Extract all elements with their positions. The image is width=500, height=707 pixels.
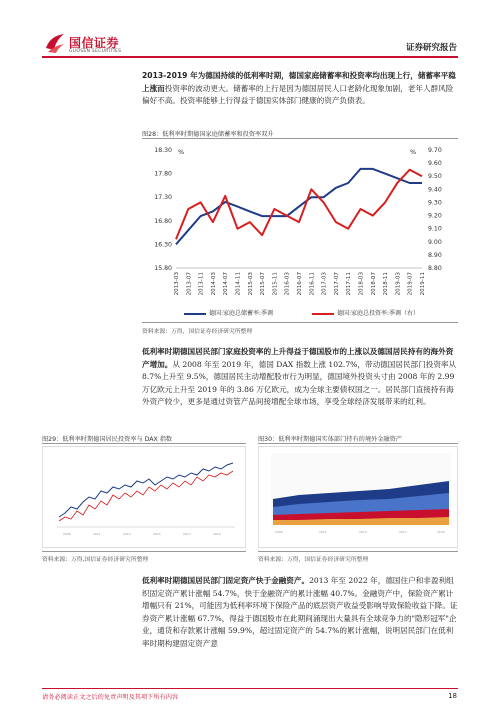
figure-30-source: 资料来源：万得，国信证券经济研究所整理 [258, 557, 369, 563]
unit-left: % [178, 148, 185, 156]
x-tick-label: 2017-03 [321, 272, 328, 296]
figure-30-title: 图30：低利率时期德国实体部门持有的境外金融资产 [258, 436, 402, 443]
y-tick-left: 17.80 [154, 170, 172, 178]
svg-text:2014: 2014 [359, 530, 367, 534]
paragraph-3 [142, 575, 458, 651]
svg-text:2020: 2020 [437, 530, 445, 534]
figure-28-source: 资料来源：万得，国信证券经济研究所整理 [142, 329, 253, 335]
svg-text:2015: 2015 [153, 532, 161, 536]
figure-28-top-rule [142, 138, 458, 139]
figure-30-top-rule [258, 443, 458, 444]
x-tick-label: 2015-03 [247, 272, 254, 296]
legend-label-saving: 德国:家庭总储蓄率:季调 [209, 310, 274, 317]
svg-text:2008: 2008 [275, 530, 283, 534]
svg-text:2019: 2019 [213, 532, 221, 536]
y-tick-right: 9.40 [428, 186, 442, 194]
chart-legend [142, 306, 458, 318]
paragraph-2 [142, 346, 458, 409]
y-tick-right: 8.80 [428, 265, 442, 272]
paragraph-3-text: 2013 年至 2022 年，德国住户和非盈利组织固定资产累计涨幅 54.7%，快于金融资产的累计涨幅 40.7%。金融资产中，保险资产累计增幅只有 21%，可能因为低利率环境下保险产品的底层资产收益受影响导致保险收益下降。证券资产累计涨幅 67.7%，得益于德国股市在此期间涌现出大量具有全球竞争力的"隐形冠军"企业，通货和存款累计涨幅 59.9%，超过固定资产的 54.7%的累计涨幅，说明居民部门在低利率时期构建固定资产意 [142, 576, 458, 648]
y-tick-left: 16.80 [154, 217, 172, 225]
paragraph-1-bold: 2013-2019 年为德国持续的低利率时期，德国家庭储蓄率和投资率均出现上行，储蓄率平稳上涨而 [142, 71, 456, 93]
figure-28-title: 图28：低利率时期德国家庭储蓄率和投资率双升 [142, 131, 274, 138]
svg-text:2017: 2017 [399, 530, 407, 534]
unit-right: % [410, 148, 417, 156]
logo-icon [44, 32, 66, 54]
x-tick-label: 2014-07 [223, 272, 230, 296]
y-tick-right: 9.70 [428, 147, 442, 154]
figure-29-source: 资料来源：万得,国信证券经济研究所整理 [42, 557, 149, 563]
figure-28-bottom-rule [142, 322, 458, 323]
paragraph-2-text: 从 2008 年至 2019 年，德国 DAX 指数上涨 102.7%，带动德国居民部门投资率从 8.7%上升至 9.5%，德国居民主动增配股市行为明显，德国境外投资头寸由 2008 年的 2.99 万亿欧元上升至 2019 年的 3.86 万亿欧元，成为全球主要债权国之一。居民部门直接持有海外资产较少，更多是通过资管产品间接增配全球市场，享受全球经济发展带来的红利。 [142, 359, 457, 407]
y-tick-right: 9.20 [428, 212, 442, 220]
figure-28-chart [142, 140, 458, 320]
paragraph-3-bold: 低利率时期德国居民部门固定资产快于金融资产。 [142, 576, 310, 585]
x-tick-label: 2019-03 [395, 272, 402, 296]
y-tick-left: 18.30 [154, 147, 172, 154]
x-tick-label: 2015-07 [260, 272, 267, 296]
x-tick-label: 2016-07 [297, 272, 303, 296]
svg-text:2017: 2017 [183, 532, 191, 536]
logo [44, 32, 154, 62]
x-tick-label: 2013-03 [174, 272, 180, 296]
x-tick-label: 2015-11 [272, 272, 279, 296]
x-tick-label: 2017-07 [333, 272, 340, 296]
x-tick-label: 2013-07 [186, 272, 193, 296]
logo-text-en: GUOSEN SECURITIES [69, 49, 122, 54]
x-tick-label: 2019-07 [407, 272, 414, 296]
svg-text:2008: 2008 [63, 532, 71, 536]
legend-swatch-invest [312, 313, 334, 315]
legend-swatch-saving [184, 313, 206, 315]
y-tick-right: 9.00 [428, 238, 442, 246]
paragraph-1-text: 投资率的波动更大。储蓄率的上行是因为德国居民人口老龄化现象加剧，老年人群风险偏好不高。投资率能够上行得益于德国实体部门健康的资产负债表。 [142, 83, 454, 106]
y-tick-left: 15.80 [154, 265, 172, 272]
svg-text:2013: 2013 [123, 532, 131, 536]
line-chart [142, 140, 458, 305]
legend-item-saving [184, 308, 273, 317]
svg-text:2011: 2011 [93, 532, 101, 536]
page-number: 18 [448, 692, 457, 700]
series-line-invest [176, 170, 422, 240]
figure-29-chart [42, 446, 246, 548]
legend-item-invest [312, 308, 419, 317]
figure-30-bottom-rule [258, 551, 458, 552]
svg-text:2011: 2011 [319, 530, 327, 534]
report-type: 证券研究报告 [405, 43, 457, 53]
figure-29-graphic [43, 447, 245, 547]
x-tick-label: 2014-03 [210, 272, 217, 296]
footer-disclaimer: 请务必阅读正文之后的免责声明及其项下所有内容 [42, 694, 179, 701]
y-tick-right: 9.10 [428, 225, 442, 233]
x-tick-label: 2016-03 [284, 272, 291, 296]
y-tick-right: 9.30 [428, 199, 442, 207]
figure-29-top-rule [42, 443, 246, 444]
footer-divider [42, 688, 458, 689]
figure-30-chart [258, 446, 458, 548]
x-tick-label: 2019-11 [420, 272, 426, 296]
x-tick-label: 2014-11 [235, 272, 242, 296]
x-tick-label: 2018-07 [370, 272, 377, 296]
series-line-saving [176, 169, 422, 245]
figure-29-title: 图29：低利率时期德国居民投资率与 DAX 指数 [42, 436, 173, 443]
y-tick-left: 16.30 [154, 241, 172, 249]
figure-29-bottom-rule [42, 551, 246, 552]
y-tick-right: 9.50 [428, 173, 442, 181]
x-tick-label: 2016-11 [309, 272, 316, 296]
x-tick-label: 2018-03 [358, 272, 365, 296]
y-tick-right: 9.60 [428, 160, 442, 168]
logo-text-cn: 国信证券 [69, 36, 120, 50]
header-divider [42, 56, 458, 58]
page-header [0, 0, 500, 60]
paragraph-1 [142, 70, 458, 108]
x-tick-label: 2018-11 [383, 272, 390, 296]
y-tick-right: 8.90 [428, 251, 442, 259]
legend-label-invest: 德国:家庭总投资率:季调（右） [337, 310, 420, 317]
x-tick-label: 2017-11 [346, 272, 353, 296]
x-tick-label: 2013-11 [198, 272, 205, 296]
paragraph-2-bold: 低利率时期德国居民部门家庭投资率的上升得益于德国股市的上涨以及德国居民持有的海外资产增加。 [142, 347, 454, 369]
y-tick-left: 17.30 [154, 194, 172, 202]
figure-30-graphic [259, 447, 457, 547]
